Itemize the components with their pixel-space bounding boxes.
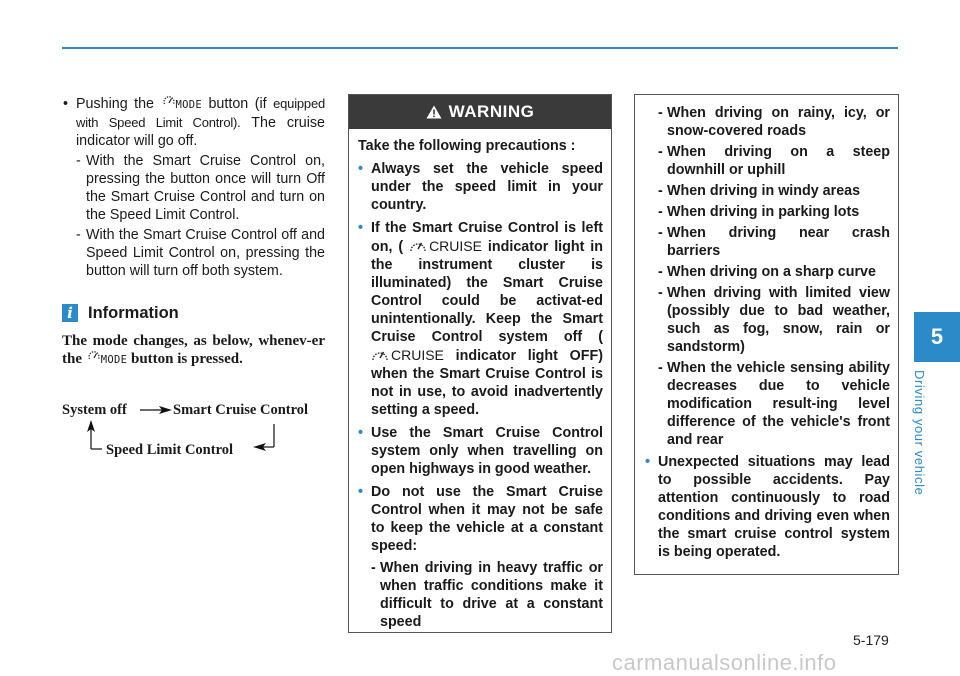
warning-bullet-1: • Always set the vehicle speed under the speed limit in your country.: [358, 160, 603, 214]
chapter-number-tab: 5: [914, 312, 960, 362]
page-number: 5-179: [853, 632, 889, 648]
information-text: The mode changes, as below, whenev-er the MODE button is pressed.: [62, 333, 325, 367]
smart-cruise-label: Smart Cruise Control: [173, 402, 309, 418]
condition-item: - When the vehicle sensing ability decreases due to vehicle modification result-ing level difference of the vehicle's front and rear: [658, 360, 890, 448]
warning-sub-item: - When driving in heavy traffic or when traffic conditions make it difficult to drive at a constant speed: [371, 560, 603, 630]
warning-bullet-4: • Do not use the Smart Cruise Control when it may not be safe to keep the vehicle at a constant speed:: [358, 483, 603, 555]
information-heading: [62, 304, 325, 322]
warning-bullet-2: • If the Smart Cruise Control is left on, ( CRUISE indicator light in the instrument cluster is illuminated) the Smart Cruise Control could be activat-ed unintentionally. Keep the Smart Cruise Control system off ( CRUISE indicator light OFF) when the Smart Cruise Control is not in use, to avoid inadvertently setting a speed.: [358, 219, 603, 419]
condition-item: - When driving in windy areas: [658, 183, 861, 199]
sub-item-2: - With the Smart Cruise Control off and Speed Limit Control on, pressing the button will turn off both system.: [76, 227, 325, 279]
condition-item: - When driving in parking lots: [658, 204, 860, 220]
speed-limit-label: Speed Limit Control: [106, 442, 234, 458]
cruise-indicator-icon: CRUISE: [371, 346, 444, 364]
system-off-label: System off: [62, 402, 127, 418]
information-title: Information: [88, 304, 179, 322]
condition-item: - When driving on rainy, icy, or snow-covered roads: [658, 105, 890, 139]
info-icon: i: [62, 304, 78, 322]
cruise-indicator-icon: CRUISE: [409, 237, 482, 255]
bullet-text-end: The cruise indicator will go off.: [76, 115, 326, 149]
mode-bullet: [62, 95, 325, 150]
warning-triangle-icon: [426, 105, 442, 119]
left-column: [62, 95, 325, 369]
mode-button-icon: MODE: [161, 96, 203, 114]
mode-button-icon: MODE: [86, 351, 128, 369]
condition-item: - When driving on a sharp curve: [658, 264, 876, 280]
warning-continued-box: [634, 94, 899, 575]
condition-item: - When driving with limited view (possibly due to bad weather, such as fog, snow, rain or sandstorm): [658, 285, 890, 355]
warning-bullet-3: • Use the Smart Cruise Control system only when travelling on open highways in good weather.: [358, 424, 603, 478]
watermark: carmanualsonline.info: [612, 650, 837, 675]
warning-box: [348, 94, 612, 633]
bullet-text: Pushing the: [76, 96, 155, 112]
condition-item: - When driving near crash barriers: [658, 225, 890, 259]
warning-intro: Take the following precautions :: [358, 138, 576, 154]
warning-header: [349, 95, 611, 129]
header-rule: [62, 47, 898, 49]
condition-item: - When driving on a steep downhill or uphill: [658, 144, 890, 178]
bullet-text-small: equipped with Speed Limit Control).: [76, 96, 326, 130]
sub-item-1: - With the Smart Cruise Control on, pressing the button once will turn Off the Smart Cruise Control and turn on the Speed Limit Control.: [76, 153, 325, 223]
chapter-title: Driving your vehicle: [912, 370, 927, 496]
cycle-arrows: [62, 398, 332, 468]
warning-title: WARNING: [448, 102, 535, 121]
bullet-text-2: button (if: [208, 96, 267, 112]
mode-cycle-diagram: [62, 398, 332, 468]
unexpected-situations-bullet: • Unexpected situations may lead to possible accidents. Pay attention continuously to road conditions and driving even when the smart cruise control system is being operated.: [645, 453, 890, 561]
